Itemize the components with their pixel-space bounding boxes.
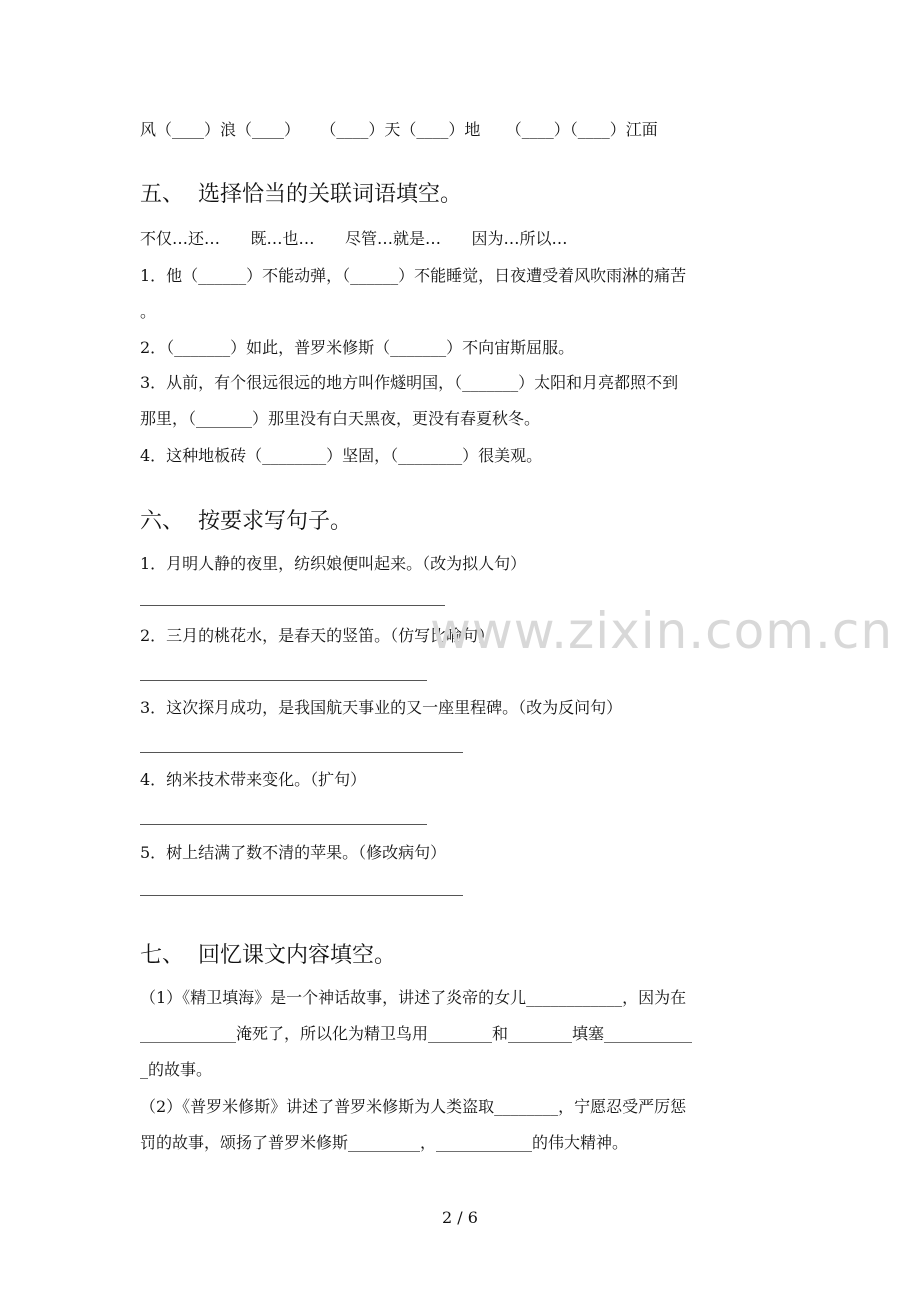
question-5-3-cont: 那里，（_______）那里没有白天黑夜，更没有春夏秋冬。: [140, 409, 541, 428]
question-6-5: 5．树上结满了数不清的苹果。（修改病句）: [140, 843, 447, 862]
section-7-title: 七、 回忆课文内容填空。: [140, 943, 396, 968]
question-5-4: 4．这种地板砖（________）坚固，（________）很美观。: [140, 446, 543, 465]
watermark: www.zixin.com.cn: [430, 602, 894, 660]
question-6-1: 1．月明人静的夜里，纺织娘便叫起来。（改为拟人句）: [140, 554, 527, 573]
question-5-1: 1．他（______）不能动弹，（______）不能睡觉，日夜遭受着风吹雨淋的痛苦: [140, 266, 687, 285]
section-6-title: 六、 按要求写句子。: [140, 509, 352, 534]
question-5-3: 3．从前，有个很远很远的地方叫作燧明国，（_______）太阳和月亮都照不到: [140, 373, 679, 392]
recall-1-line-1: （1）《精卫填海》是一个神话故事，讲述了炎帝的女儿____________，因为在: [140, 988, 687, 1007]
question-5-1-cont: 。: [140, 302, 157, 321]
recall-1-line-3: _的故事。: [140, 1060, 213, 1079]
recall-2-line-2: 罚的故事，颂扬了普罗米修斯_________，____________的伟大精神。: [140, 1133, 629, 1152]
section-5-title: 五、 选择恰当的关联词语填空。: [140, 182, 462, 207]
recall-2-line-1: （2）《普罗米修斯》讲述了普罗米修斯为人类盗取________，宁愿忍受严厉惩: [140, 1097, 687, 1116]
question-6-4: 4．纳米技术带来变化。（扩句）: [140, 770, 367, 789]
idiom-fill-line: 风（____）浪（____） （____）天（____）地 （____）（____）江面: [140, 120, 658, 139]
answer-line-6-1[interactable]: [140, 605, 445, 606]
page-number: 2 / 6: [442, 1208, 478, 1227]
question-6-3: 3．这次探月成功，是我国航天事业的又一座里程碑。（改为反问句）: [140, 698, 623, 717]
conjunction-options: 不仅…还… 既…也… 尽管…就是… 因为…所以…: [140, 229, 568, 248]
recall-1-line-2: ____________淹死了，所以化为精卫鸟用________和________填塞___________: [140, 1024, 693, 1043]
answer-line-6-2[interactable]: [140, 680, 427, 681]
answer-line-6-4[interactable]: [140, 824, 427, 825]
question-5-2: 2．（_______）如此，普罗米修斯（_______）不向宙斯屈服。: [140, 338, 575, 357]
question-6-2: 2．三月的桃花水，是春天的竖笛。（仿写比喻句）: [140, 626, 495, 645]
answer-line-6-3[interactable]: [140, 752, 463, 753]
answer-line-6-5[interactable]: [140, 895, 463, 896]
